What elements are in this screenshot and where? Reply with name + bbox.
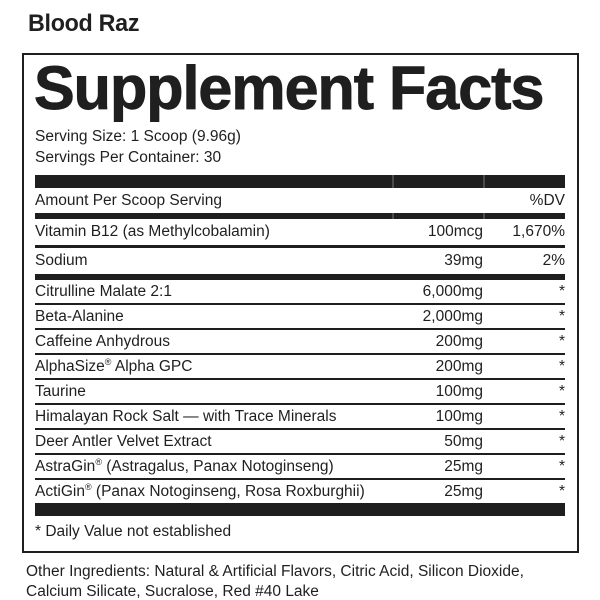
ingredient-name-text: ActiGin xyxy=(35,482,85,500)
ingredient-name xyxy=(35,356,392,375)
ingredient-name xyxy=(35,434,392,450)
registered-mark: ® xyxy=(104,356,112,367)
section-divider-thick xyxy=(35,503,565,516)
ingredient-name-text: Taurine xyxy=(35,382,86,400)
facts-heading: Supplement Facts xyxy=(34,54,544,122)
ingredient-name-text: Vitamin B12 (as Methylcobalamin) xyxy=(35,223,270,240)
ingredient-amount: 200mg xyxy=(435,357,483,375)
ingredient-name xyxy=(35,334,392,350)
ingredient-amount: 100mg xyxy=(435,407,483,425)
supplement-facts-panel xyxy=(22,53,579,553)
servings-per-container: Servings Per Container: 30 xyxy=(35,149,222,166)
ingredient-dv: 1,670% xyxy=(512,223,565,240)
product-title: Blood Raz xyxy=(28,10,140,37)
ingredient-name xyxy=(35,481,392,500)
column-header-row xyxy=(35,188,565,213)
ingredient-dv: 2% xyxy=(542,252,565,269)
ingredient-name-text: Deer Antler Velvet Extract xyxy=(35,432,212,450)
section-divider-medium xyxy=(35,213,565,219)
ingredient-name xyxy=(35,224,392,240)
ingredient-name-text: AlphaSize xyxy=(35,357,105,375)
ingredient-name-suffix: (Astragalus, Panax Notoginseng) xyxy=(101,457,334,475)
ingredient-dv: * xyxy=(558,282,565,300)
ingredient-dv: * xyxy=(558,407,565,425)
ingredient-dv: * xyxy=(558,457,565,475)
table-row xyxy=(35,305,565,328)
ingredient-amount: 25mg xyxy=(444,457,483,475)
ingredient-amount: 200mg xyxy=(435,332,483,350)
ingredient-amount: 25mg xyxy=(444,482,483,500)
daily-value-footnote: * Daily Value not established xyxy=(35,522,232,540)
ingredient-name xyxy=(35,284,392,300)
ingredient-name-suffix: (Panax Notoginseng, Rosa Roxburghii) xyxy=(91,482,365,500)
amount-column-header: Amount Per Scoop Serving xyxy=(35,191,222,209)
ingredient-name-suffix: Alpha GPC xyxy=(111,357,193,375)
table-row xyxy=(35,219,565,246)
registered-mark: ® xyxy=(84,481,92,492)
table-row xyxy=(35,380,565,403)
ingredient-amount: 100mcg xyxy=(427,223,483,240)
ingredient-name xyxy=(35,456,392,475)
table-row xyxy=(35,330,565,353)
ingredient-amount: 39mg xyxy=(444,252,483,269)
ingredient-amount: 2,000mg xyxy=(422,307,483,325)
ingredient-name-text: Citrulline Malate 2:1 xyxy=(35,282,172,300)
ingredient-name xyxy=(35,309,392,325)
ingredient-dv: * xyxy=(558,307,565,325)
ingredient-amount: 6,000mg xyxy=(422,282,483,300)
ingredient-amount: 100mg xyxy=(435,382,483,400)
table-row xyxy=(35,280,565,303)
table-row xyxy=(35,405,565,428)
registered-mark: ® xyxy=(95,456,102,467)
ingredient-name-text: Sodium xyxy=(35,252,88,269)
ingredient-name xyxy=(35,253,392,269)
ingredient-dv: * xyxy=(558,357,565,375)
ingredient-dv: * xyxy=(558,482,565,500)
dv-column-header: %DV xyxy=(529,191,565,209)
other-ingredients xyxy=(26,562,600,600)
ingredient-name xyxy=(35,409,392,425)
table-row xyxy=(35,430,565,453)
serving-size: Serving Size: 1 Scoop (9.96g) xyxy=(35,128,241,145)
ingredient-name-text: Caffeine Anhydrous xyxy=(35,332,171,350)
table-row xyxy=(35,355,565,378)
section-divider-thick xyxy=(35,175,565,188)
other-ingredients-line-2: Calcium Silicate, Sucralose, Red #40 Lake xyxy=(26,583,319,600)
ingredient-amount: 50mg xyxy=(444,432,483,450)
table-row xyxy=(35,455,565,478)
other-ingredients-line-1: Other Ingredients: Natural & Artificial Flavors, Citric Acid, Silicon Dioxide, xyxy=(26,562,524,580)
ingredient-dv: * xyxy=(558,432,565,450)
ingredient-name-text: Beta-Alanine xyxy=(35,307,124,325)
ingredient-name-text: Himalayan Rock Salt — with Trace Minerals xyxy=(35,407,337,425)
section-divider-medium xyxy=(35,274,565,280)
ingredient-dv: * xyxy=(558,332,565,350)
ingredient-name-text: AstraGin xyxy=(35,457,96,475)
ingredient-dv: * xyxy=(558,382,565,400)
ingredient-name xyxy=(35,384,392,400)
table-row xyxy=(35,480,565,503)
table-row xyxy=(35,248,565,275)
